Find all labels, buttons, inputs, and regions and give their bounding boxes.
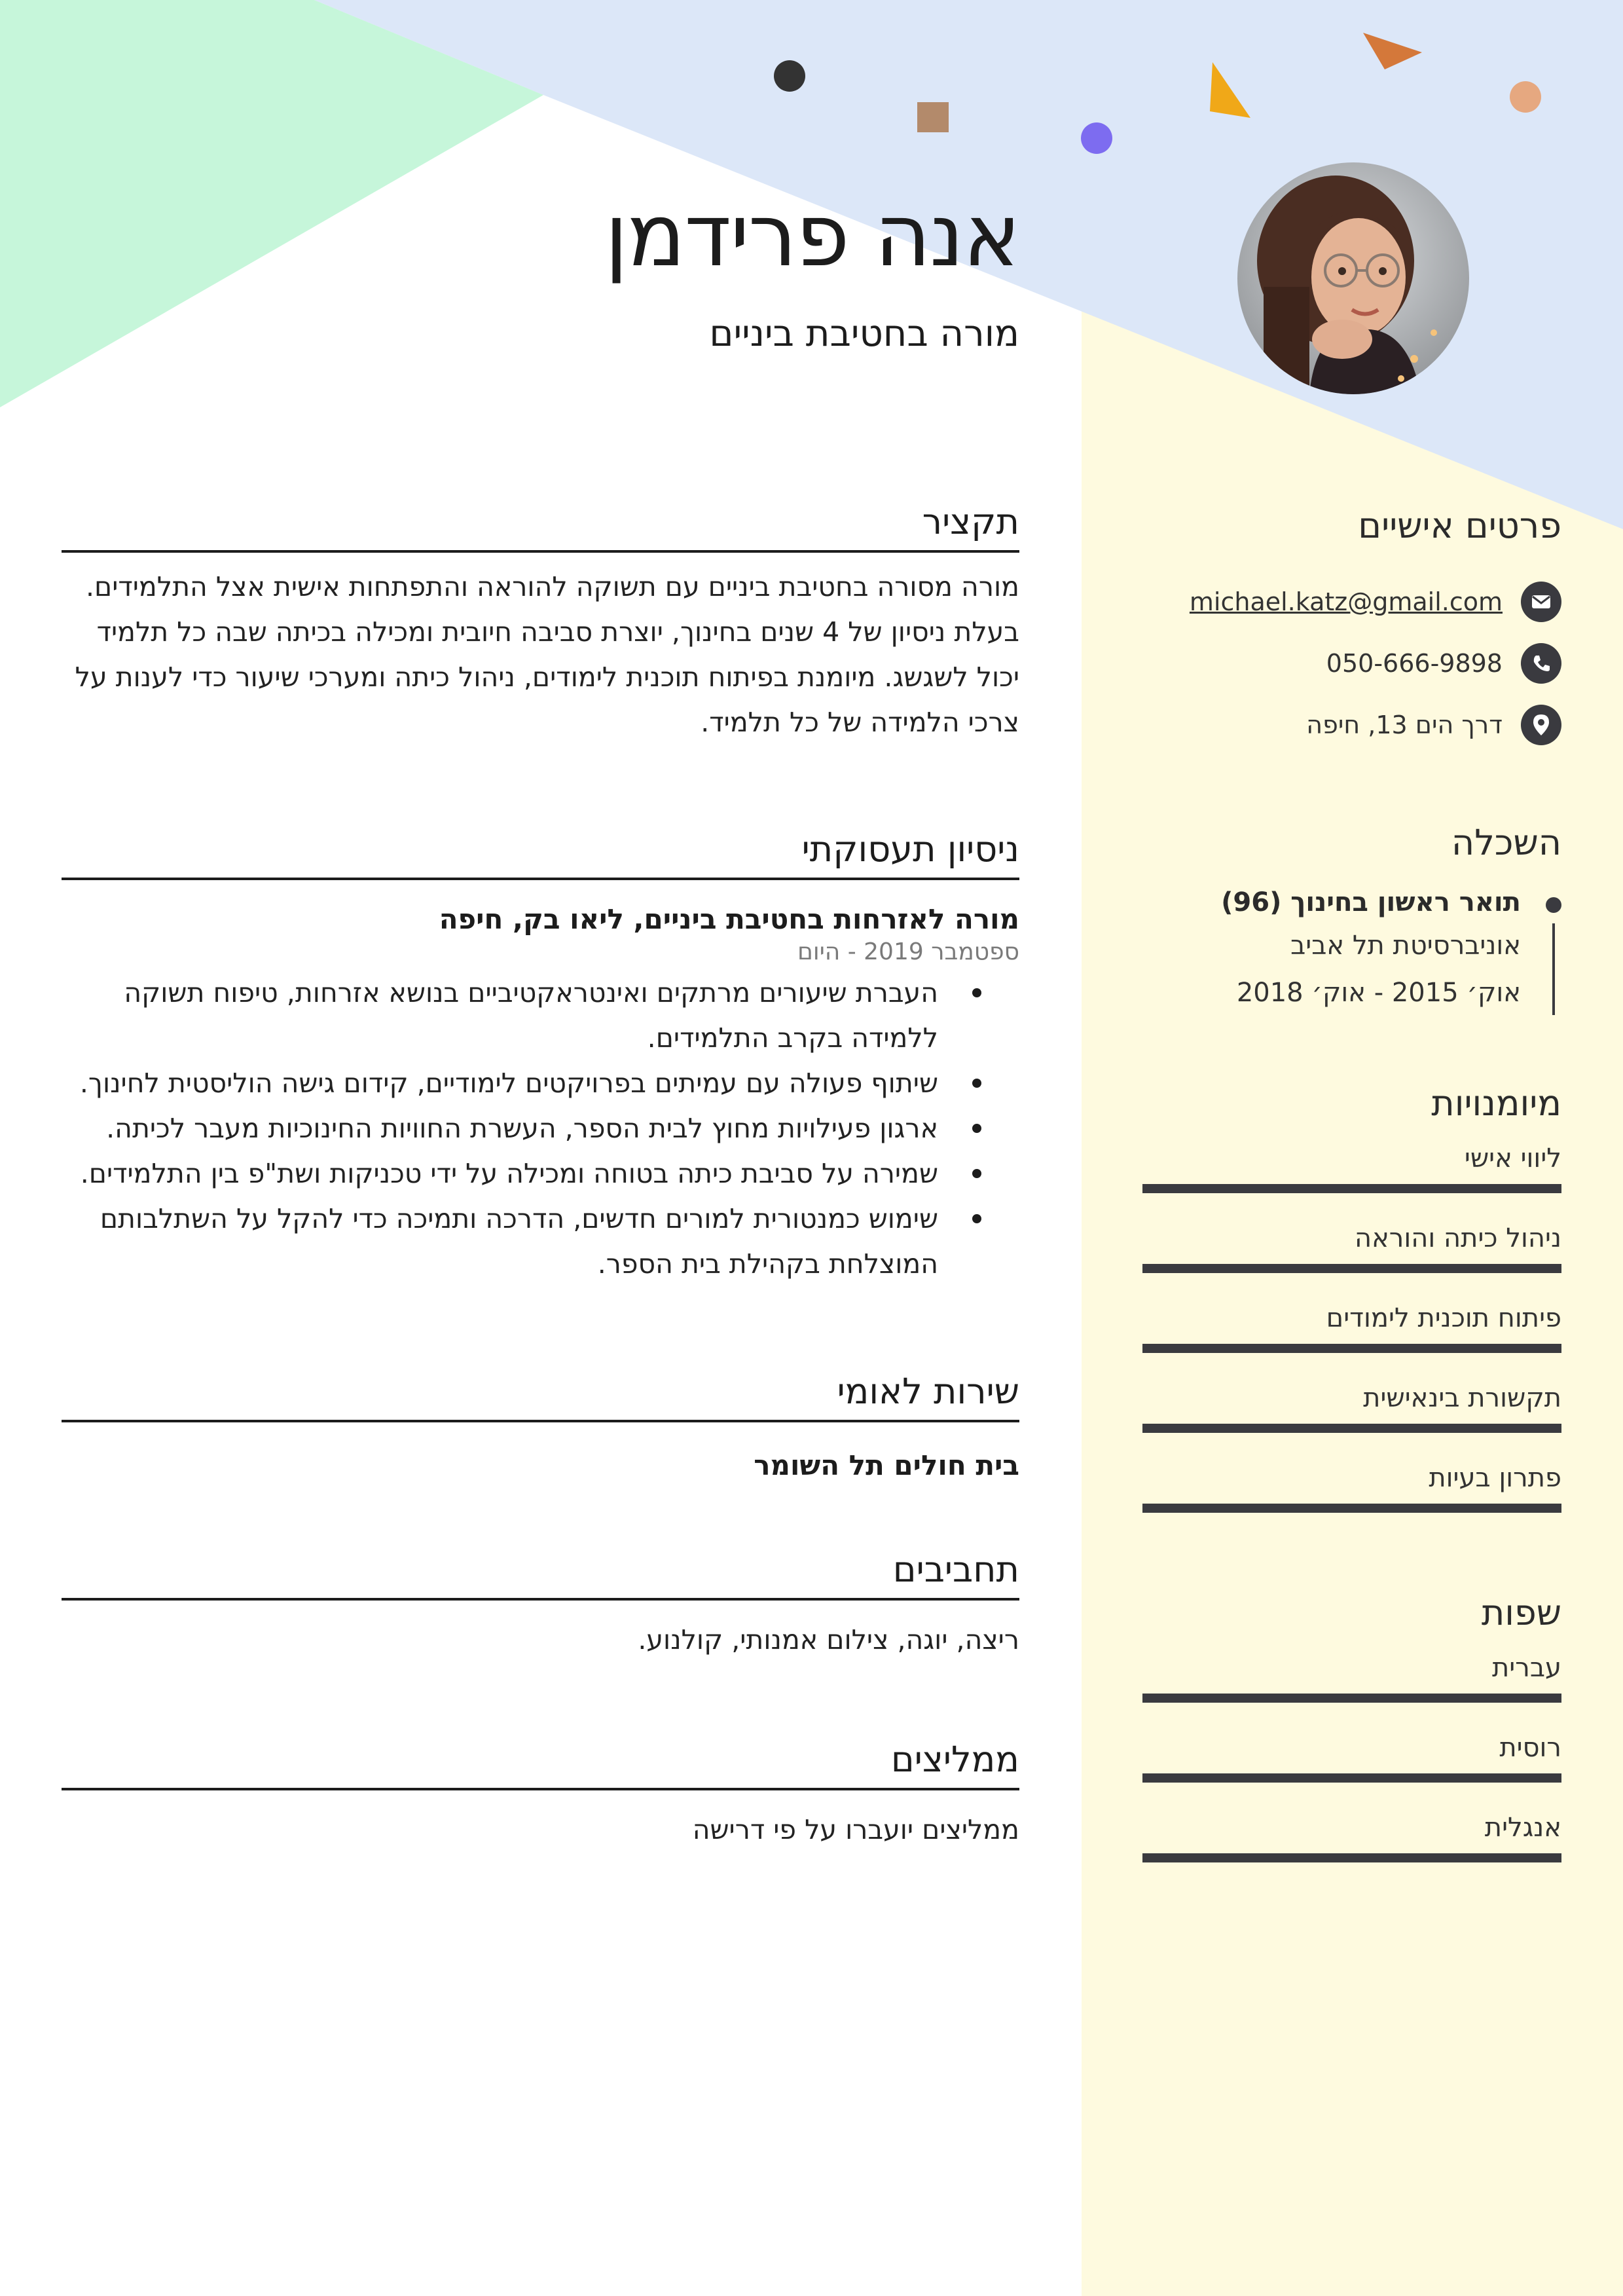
job-dates: ספטמבר 2019 - היום: [797, 938, 1019, 965]
section-divider: [62, 1788, 1019, 1790]
education-degree: תואר ראשון בחינוך (96): [1221, 887, 1521, 917]
map-pin-icon: [1521, 705, 1561, 745]
language-bar: [1142, 1853, 1561, 1862]
summary-line: צרכי הלמידה של כל תלמיד.: [701, 707, 1019, 738]
language-bar: [1142, 1773, 1561, 1783]
skill-bar: [1142, 1424, 1561, 1433]
summary-section: [62, 499, 1019, 745]
language-item: רוסית: [1142, 1730, 1561, 1810]
candidate-name: אנה פרידמן: [604, 185, 1019, 286]
education-title: השכלה: [1451, 822, 1561, 863]
summary-line: בעלת ניסיון של 4 שנים בחינוך, יוצרת סביבה חיובית ומכילה בכיתה שבה כל תלמיד: [96, 616, 1019, 648]
timeline-dot: [1546, 897, 1561, 913]
skills-title: מיומנויות: [1431, 1083, 1561, 1124]
summary-line: יכול לשגשג. מיומנת בפיתוח תוכנית לימודים, ניהול כיתה ומערכי שיעור כדי לענות על: [75, 661, 1019, 693]
confetti-dark-dot: [774, 60, 805, 92]
references-text: ממליצים יועברו על פי דרישה: [692, 1814, 1019, 1845]
summary-line: מורה מסורה בחטיבת ביניים עם תשוקה להוראה והתפתחות אישית אצל התלמידים.: [85, 571, 1019, 602]
national-service-section: [62, 1369, 1019, 1484]
contact-email[interactable]: michael.katz@gmail.com: [1189, 587, 1503, 616]
language-item: עברית: [1142, 1650, 1561, 1730]
confetti-brown-square: [917, 102, 949, 132]
section-divider: [62, 1420, 1019, 1422]
skills-section: [1142, 1081, 1561, 1540]
skill-bar: [1142, 1344, 1561, 1353]
contact-email-row: [1142, 582, 1561, 622]
list-item: העברת שיעורים מרתקים ואינטראקטיביים בנושא אזרחות, טיפוח תשוקה ללמידה בקרב התלמידים.: [62, 971, 938, 1061]
confetti-purple-dot: [1081, 122, 1112, 154]
section-divider: [62, 878, 1019, 880]
phone-icon: [1521, 643, 1561, 684]
list-item: ארגון פעילויות מחוץ לבית הספר, העשרת החוויות החינוכיות מעבר לכיתה.: [62, 1106, 938, 1151]
confetti-peach-dot: [1510, 81, 1541, 113]
list-item: שיתוף פעולה עם עמיתים בפרויקטים לימודיים, קידום גישה הוליסטית לחינוך.: [62, 1061, 938, 1106]
job-title: מורה בחטיבת ביניים: [709, 312, 1019, 355]
skill-bar: [1142, 1504, 1561, 1513]
references-title: ממליצים: [890, 1739, 1019, 1780]
profile-photo: [1237, 162, 1469, 394]
education-dates: אוק׳ 2015 - אוק׳ 2018: [1236, 978, 1521, 1008]
hobbies-title: תחביבים: [892, 1549, 1019, 1590]
skill-item: ניהול כיתה והוראה: [1142, 1221, 1561, 1301]
skill-bar: [1142, 1184, 1561, 1193]
references-section: [62, 1737, 1019, 1853]
list-item: שמירה על סביבת כיתה בטוחה ומכילה על ידי טכניקות ושת"פ בין התלמידים.: [62, 1151, 938, 1196]
section-divider: [62, 550, 1019, 553]
contact-address-row: [1142, 705, 1561, 745]
timeline-line: [1552, 923, 1555, 1015]
summary-title: תקציר: [922, 501, 1019, 542]
contact-phone-row: [1142, 643, 1561, 684]
job-heading: מורה לאזרחות בחטיבת ביניים, ליאו בק, חיפה: [439, 903, 1019, 935]
contact-phone: 050-666-9898: [1326, 649, 1503, 678]
hobbies-section: [62, 1547, 1019, 1663]
national-service-place: בית חולים תל השומר: [754, 1449, 1019, 1481]
section-divider: [62, 1598, 1019, 1601]
job-bullets: [62, 971, 1019, 1287]
languages-section: [1142, 1590, 1561, 1890]
contact-address: דרך הים 13, חיפה: [1306, 711, 1503, 739]
hobbies-text: ריצה, יוגה, צילום אמנותי, קולנוע.: [638, 1624, 1019, 1656]
skill-item: ליווי אישי: [1142, 1141, 1561, 1221]
experience-section: [62, 826, 1019, 1287]
personal-details-section: [1142, 503, 1561, 766]
education-school: אוניברסיטת תל אביב: [1290, 931, 1521, 961]
skill-bar: [1142, 1264, 1561, 1273]
personal-details-title: פרטים אישיים: [1358, 505, 1561, 546]
envelope-icon: [1521, 582, 1561, 622]
skill-item: פיתוח תוכנית לימודים: [1142, 1301, 1561, 1380]
summary-text: [62, 565, 1019, 745]
education-entry: [1142, 883, 1561, 1016]
skill-item: פתרון בעיות: [1142, 1460, 1561, 1540]
skill-item: תקשורת בינאישית: [1142, 1380, 1561, 1460]
languages-title: שפות: [1481, 1592, 1561, 1633]
education-section: [1142, 820, 1561, 1016]
national-service-title: שירות לאומי: [837, 1371, 1019, 1412]
list-item: שימוש כמנטורית למורים חדשים, הדרכה ותמיכה כדי להקל על השתלבותם המוצלחת בקהילת בית הספר.: [62, 1196, 938, 1287]
language-bar: [1142, 1694, 1561, 1703]
language-item: אנגלית: [1142, 1810, 1561, 1890]
experience-title: ניסיון תעסוקתי: [801, 828, 1019, 870]
